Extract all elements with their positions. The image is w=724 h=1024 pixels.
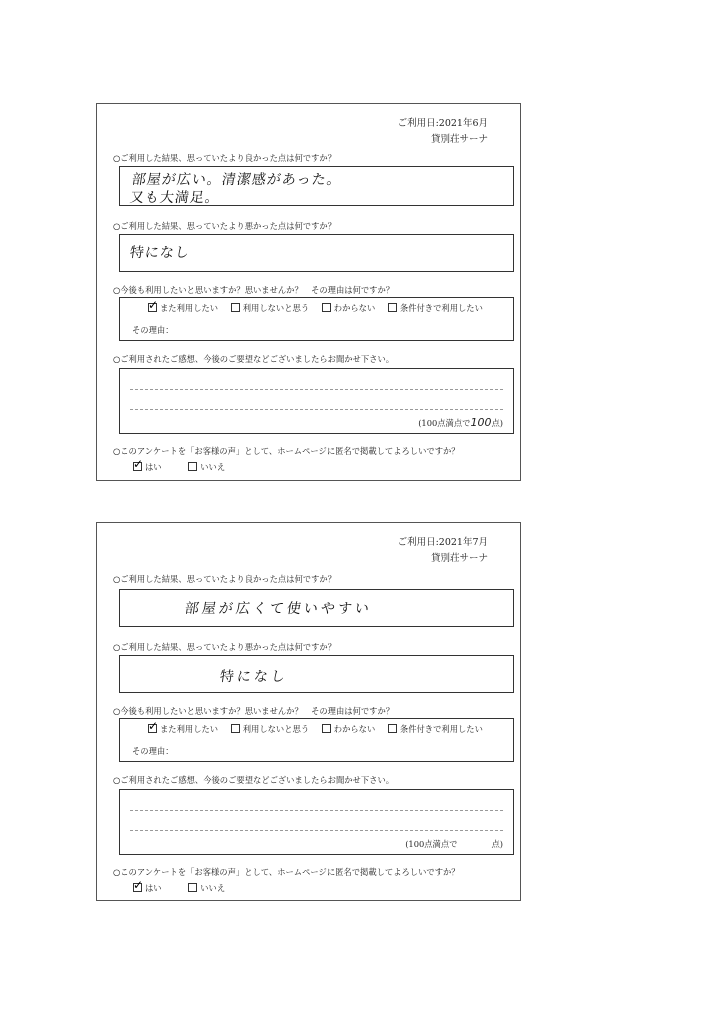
checkbox[interactable] [231, 303, 240, 312]
option-publish-yes[interactable]: ✓ はい [133, 878, 162, 893]
form-header [398, 116, 488, 147]
reuse-options-box [119, 297, 514, 341]
question-bad-points: ○ご利用した結果、思っていたより悪かった点は何ですか？ [113, 221, 336, 231]
question-bad-points: ○ご利用した結果、思っていたより悪かった点は何ですか？ [113, 642, 336, 652]
handwritten-answer-bad: 特になし [218, 669, 289, 685]
checkbox[interactable] [188, 883, 197, 892]
option-publish-no[interactable]: いいえ [188, 882, 225, 894]
answer-box-bad[interactable] [119, 655, 514, 693]
checkbox[interactable] [388, 724, 397, 733]
option-conditional[interactable]: 条件付きで利用したい [388, 723, 483, 735]
option-use-again[interactable]: ✓ また利用したい [148, 298, 219, 313]
option-unknown[interactable]: わからない [322, 302, 376, 314]
checkbox-checked[interactable] [148, 719, 159, 733]
handwritten-answer-good-line2: 又も大満足。 [128, 190, 221, 206]
answer-box-bad[interactable] [119, 234, 514, 272]
usage-date: ご利用日:2021年7月 [397, 537, 488, 548]
question-good-points: ○ご利用した結果、思っていたより良かった点は何ですか？ [113, 153, 336, 163]
question-reuse: ○今後も利用したいと思いますか？思いませんか？ その理由は何ですか？ [113, 706, 395, 716]
check-mark-icon: ✓ [148, 719, 159, 733]
reason-label: その理由： [132, 325, 174, 335]
publish-options [133, 878, 235, 894]
checkbox-checked[interactable] [133, 878, 144, 892]
handwritten-answer-good: 部屋が広くて使いやすい [183, 601, 373, 617]
option-publish-no[interactable]: いいえ [188, 461, 225, 473]
survey-form-july [96, 522, 521, 901]
check-mark-icon: ✓ [133, 878, 144, 892]
answer-box-good[interactable] [119, 166, 514, 206]
question-publish: ○このアンケートを「お客様の声」として、ホームページに匿名で掲載してよろしいですか？ [113, 867, 460, 877]
question-reuse: ○今後も利用したいと思いますか？思いませんか？ その理由は何ですか？ [113, 285, 395, 295]
option-use-again[interactable]: ✓ また利用したい [148, 719, 219, 734]
reuse-options-box [119, 718, 514, 762]
form-header [398, 535, 488, 566]
option-publish-yes[interactable]: ✓ はい [133, 457, 162, 472]
checkbox[interactable] [322, 303, 331, 312]
survey-form-june [96, 103, 521, 481]
check-mark-icon: ✓ [133, 457, 144, 471]
checkbox[interactable] [231, 724, 240, 733]
facility-name: 貸別荘サーナ [430, 552, 488, 564]
score-field: (100点満点で100点) [418, 416, 503, 429]
handwritten-score: 100 [470, 416, 492, 429]
check-mark-icon: ✓ [148, 298, 159, 312]
answer-box-good[interactable] [119, 589, 514, 627]
handwritten-answer-good-line1: 部屋が広い。清潔感があった。 [130, 172, 343, 188]
question-publish: ○このアンケートを「お客様の声」として、ホームページに匿名で掲載してよろしいですか？ [113, 446, 460, 456]
checkbox-checked[interactable] [148, 298, 159, 312]
facility-name: 貸別荘サーナ [430, 133, 488, 145]
checkbox-checked[interactable] [133, 457, 144, 471]
option-conditional[interactable]: 条件付きで利用したい [388, 302, 483, 314]
checkbox[interactable] [388, 303, 397, 312]
writing-line [130, 830, 503, 831]
comments-box[interactable] [119, 789, 514, 855]
writing-line [130, 810, 503, 811]
question-good-points: ○ご利用した結果、思っていたより良かった点は何ですか？ [113, 574, 336, 584]
usage-date: ご利用日:2021年6月 [397, 118, 488, 129]
reuse-options [148, 719, 493, 735]
score-field: (100点満点で 点) [405, 839, 503, 849]
publish-options [133, 457, 235, 473]
question-comments: ○ご利用されたご感想、今後のご要望などございましたらお聞かせ下さい。 [113, 775, 395, 785]
option-not-use[interactable]: 利用しないと思う [231, 302, 309, 314]
checkbox[interactable] [322, 724, 331, 733]
question-comments: ○ご利用されたご感想、今後のご要望などございましたらお聞かせ下さい。 [113, 354, 395, 364]
checkbox[interactable] [188, 462, 197, 471]
comments-box[interactable] [119, 368, 514, 434]
writing-line [130, 409, 503, 410]
option-unknown[interactable]: わからない [322, 723, 376, 735]
reuse-options [148, 298, 493, 314]
writing-line [130, 389, 503, 390]
reason-label: その理由： [132, 746, 174, 756]
option-not-use[interactable]: 利用しないと思う [231, 723, 309, 735]
handwritten-answer-bad: 特になし [128, 245, 191, 261]
